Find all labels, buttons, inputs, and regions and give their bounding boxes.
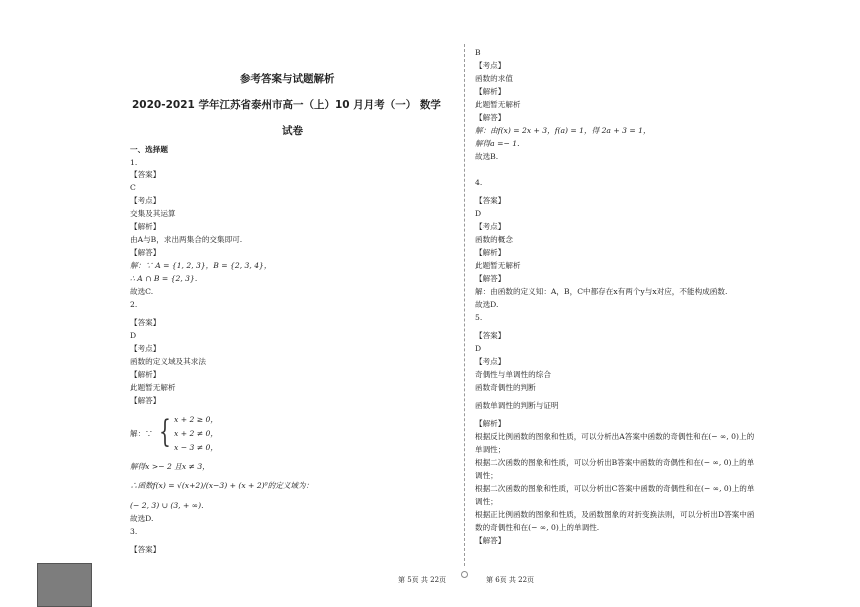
answer-value: B [475, 48, 481, 57]
answer-value: D [475, 344, 482, 353]
topic-tag: 【考点】 [130, 344, 161, 353]
solution-tag: 【解答】 [475, 536, 506, 545]
answer-tag: 【答案】 [130, 318, 161, 327]
system-row: x + 2 ≠ 0， [174, 429, 218, 438]
question-number: 5. [475, 313, 483, 322]
topic-tag: 【考点】 [130, 196, 161, 205]
solution-line: 解得a =− 1. [475, 139, 520, 148]
topic-text: 奇偶性与单调性的综合 [475, 370, 551, 379]
analysis-text: 根据二次函数的图象和性质，可以分析出B答案中函数的奇偶性和在(− ∞, 0)上的单 [475, 458, 755, 467]
answer-tag: 【答案】 [130, 170, 161, 179]
section-heading: 一、选择题 [130, 145, 168, 154]
analysis-text: 单调性； [475, 445, 506, 454]
column-divider [464, 44, 466, 566]
topic-tag: 【考点】 [475, 357, 506, 366]
system-prefix: 解：∵ [130, 429, 153, 438]
question-number: 2. [130, 300, 138, 309]
answer-value: D [475, 209, 482, 218]
gear-icon [461, 571, 468, 578]
analysis-text: 调性； [475, 497, 498, 506]
solution-line: ∴ A ∩ B = {2, 3}. [130, 274, 198, 283]
analysis-tag: 【解析】 [475, 248, 506, 257]
exam-title-line2: 试卷 [282, 125, 303, 137]
solution-tag: 【解答】 [475, 113, 506, 122]
analysis-text: 根据二次函数的图象和性质，可以分析出C答案中函数的奇偶性和在(− ∞, 0)上的单 [475, 484, 755, 493]
analysis-text: 根据正比例函数的图象和性质，及函数图象的对折变换法则，可以分析出D答案中函 [475, 510, 755, 519]
analysis-text: 数的奇偶性和在(− ∞, 0)上的单调性. [475, 523, 600, 532]
answer-value: C [130, 183, 136, 192]
topic-text: 交集及其运算 [130, 209, 176, 218]
answer-tag: 【答案】 [130, 545, 161, 554]
topic-text: 函数奇偶性的判断 [475, 383, 536, 392]
page-number-left: 第 5页 共 22页 [398, 576, 447, 584]
analysis-tag: 【解析】 [130, 370, 161, 379]
analysis-text: 此题暂无解析 [130, 383, 176, 392]
analysis-tag: 【解析】 [130, 222, 161, 231]
analysis-tag: 【解析】 [475, 87, 506, 96]
topic-text: 函数的定义域及其求法 [130, 357, 206, 366]
topic-tag: 【考点】 [475, 222, 506, 231]
solution-line: (− 2, 3) ∪ (3, + ∞). [130, 501, 204, 510]
system-row: x − 3 ≠ 0， [174, 443, 218, 452]
solution-line: 解：由函数的定义知：A，B，C中都存在x有两个y与x对应，不能构成函数. [475, 287, 728, 296]
analysis-text: 此题暂无解析 [475, 100, 521, 109]
system-row: x + 2 ≥ 0， [174, 415, 218, 424]
answer-title: 参考答案与试题解析 [240, 73, 335, 85]
page-number-right: 第 6页 共 22页 [486, 576, 535, 584]
analysis-text: 此题暂无解析 [475, 261, 521, 270]
exam-title-line1: 2020-2021 学年江苏省泰州市高一（上）10 月月考（一） 数学 [132, 99, 441, 111]
topic-text: 函数的概念 [475, 235, 513, 244]
solution-tag: 【解答】 [130, 248, 161, 257]
solution-tag: 【解答】 [130, 396, 161, 405]
solution-line: ∴函数f(x) = √(x+2)/(x−3) + (x + 2)⁰的定义域为： [130, 481, 314, 490]
topic-text: 函数单调性的判断与证明 [475, 401, 559, 410]
analysis-text: 由A与B，求出两集合的交集即可. [130, 235, 243, 244]
solution-line: 解：由f(x) = 2x + 3，f(a) = 1，得 2a + 3 = 1， [475, 126, 651, 135]
analysis-text: 根据反比例函数的图象和性质，可以分析出A答案中函数的奇偶性和在(− ∞, 0)上的 [475, 432, 755, 441]
analysis-tag: 【解析】 [475, 419, 506, 428]
answer-tag: 【答案】 [475, 331, 506, 340]
question-number: 1. [130, 158, 138, 167]
solution-conclusion: 故选D. [130, 514, 154, 523]
solution-tag: 【解答】 [475, 274, 506, 283]
answer-tag: 【答案】 [475, 196, 506, 205]
solution-conclusion: 故选C. [130, 287, 154, 296]
solution-conclusion: 故选B. [475, 152, 499, 161]
solution-conclusion: 故选D. [475, 300, 499, 309]
topic-tag: 【考点】 [475, 61, 506, 70]
question-number: 3. [130, 527, 138, 536]
question-number: 4. [475, 178, 483, 187]
solution-line: 解：∵ A = {1, 2, 3}，B = {2, 3, 4}， [130, 261, 272, 270]
topic-text: 函数的求值 [475, 74, 513, 83]
answer-value: D [130, 331, 137, 340]
analysis-text: 调性； [475, 471, 498, 480]
thumbnail-overlay [37, 563, 92, 607]
solution-line: 解得x >− 2 且x ≠ 3， [130, 462, 210, 471]
system-brace: { [158, 414, 171, 450]
